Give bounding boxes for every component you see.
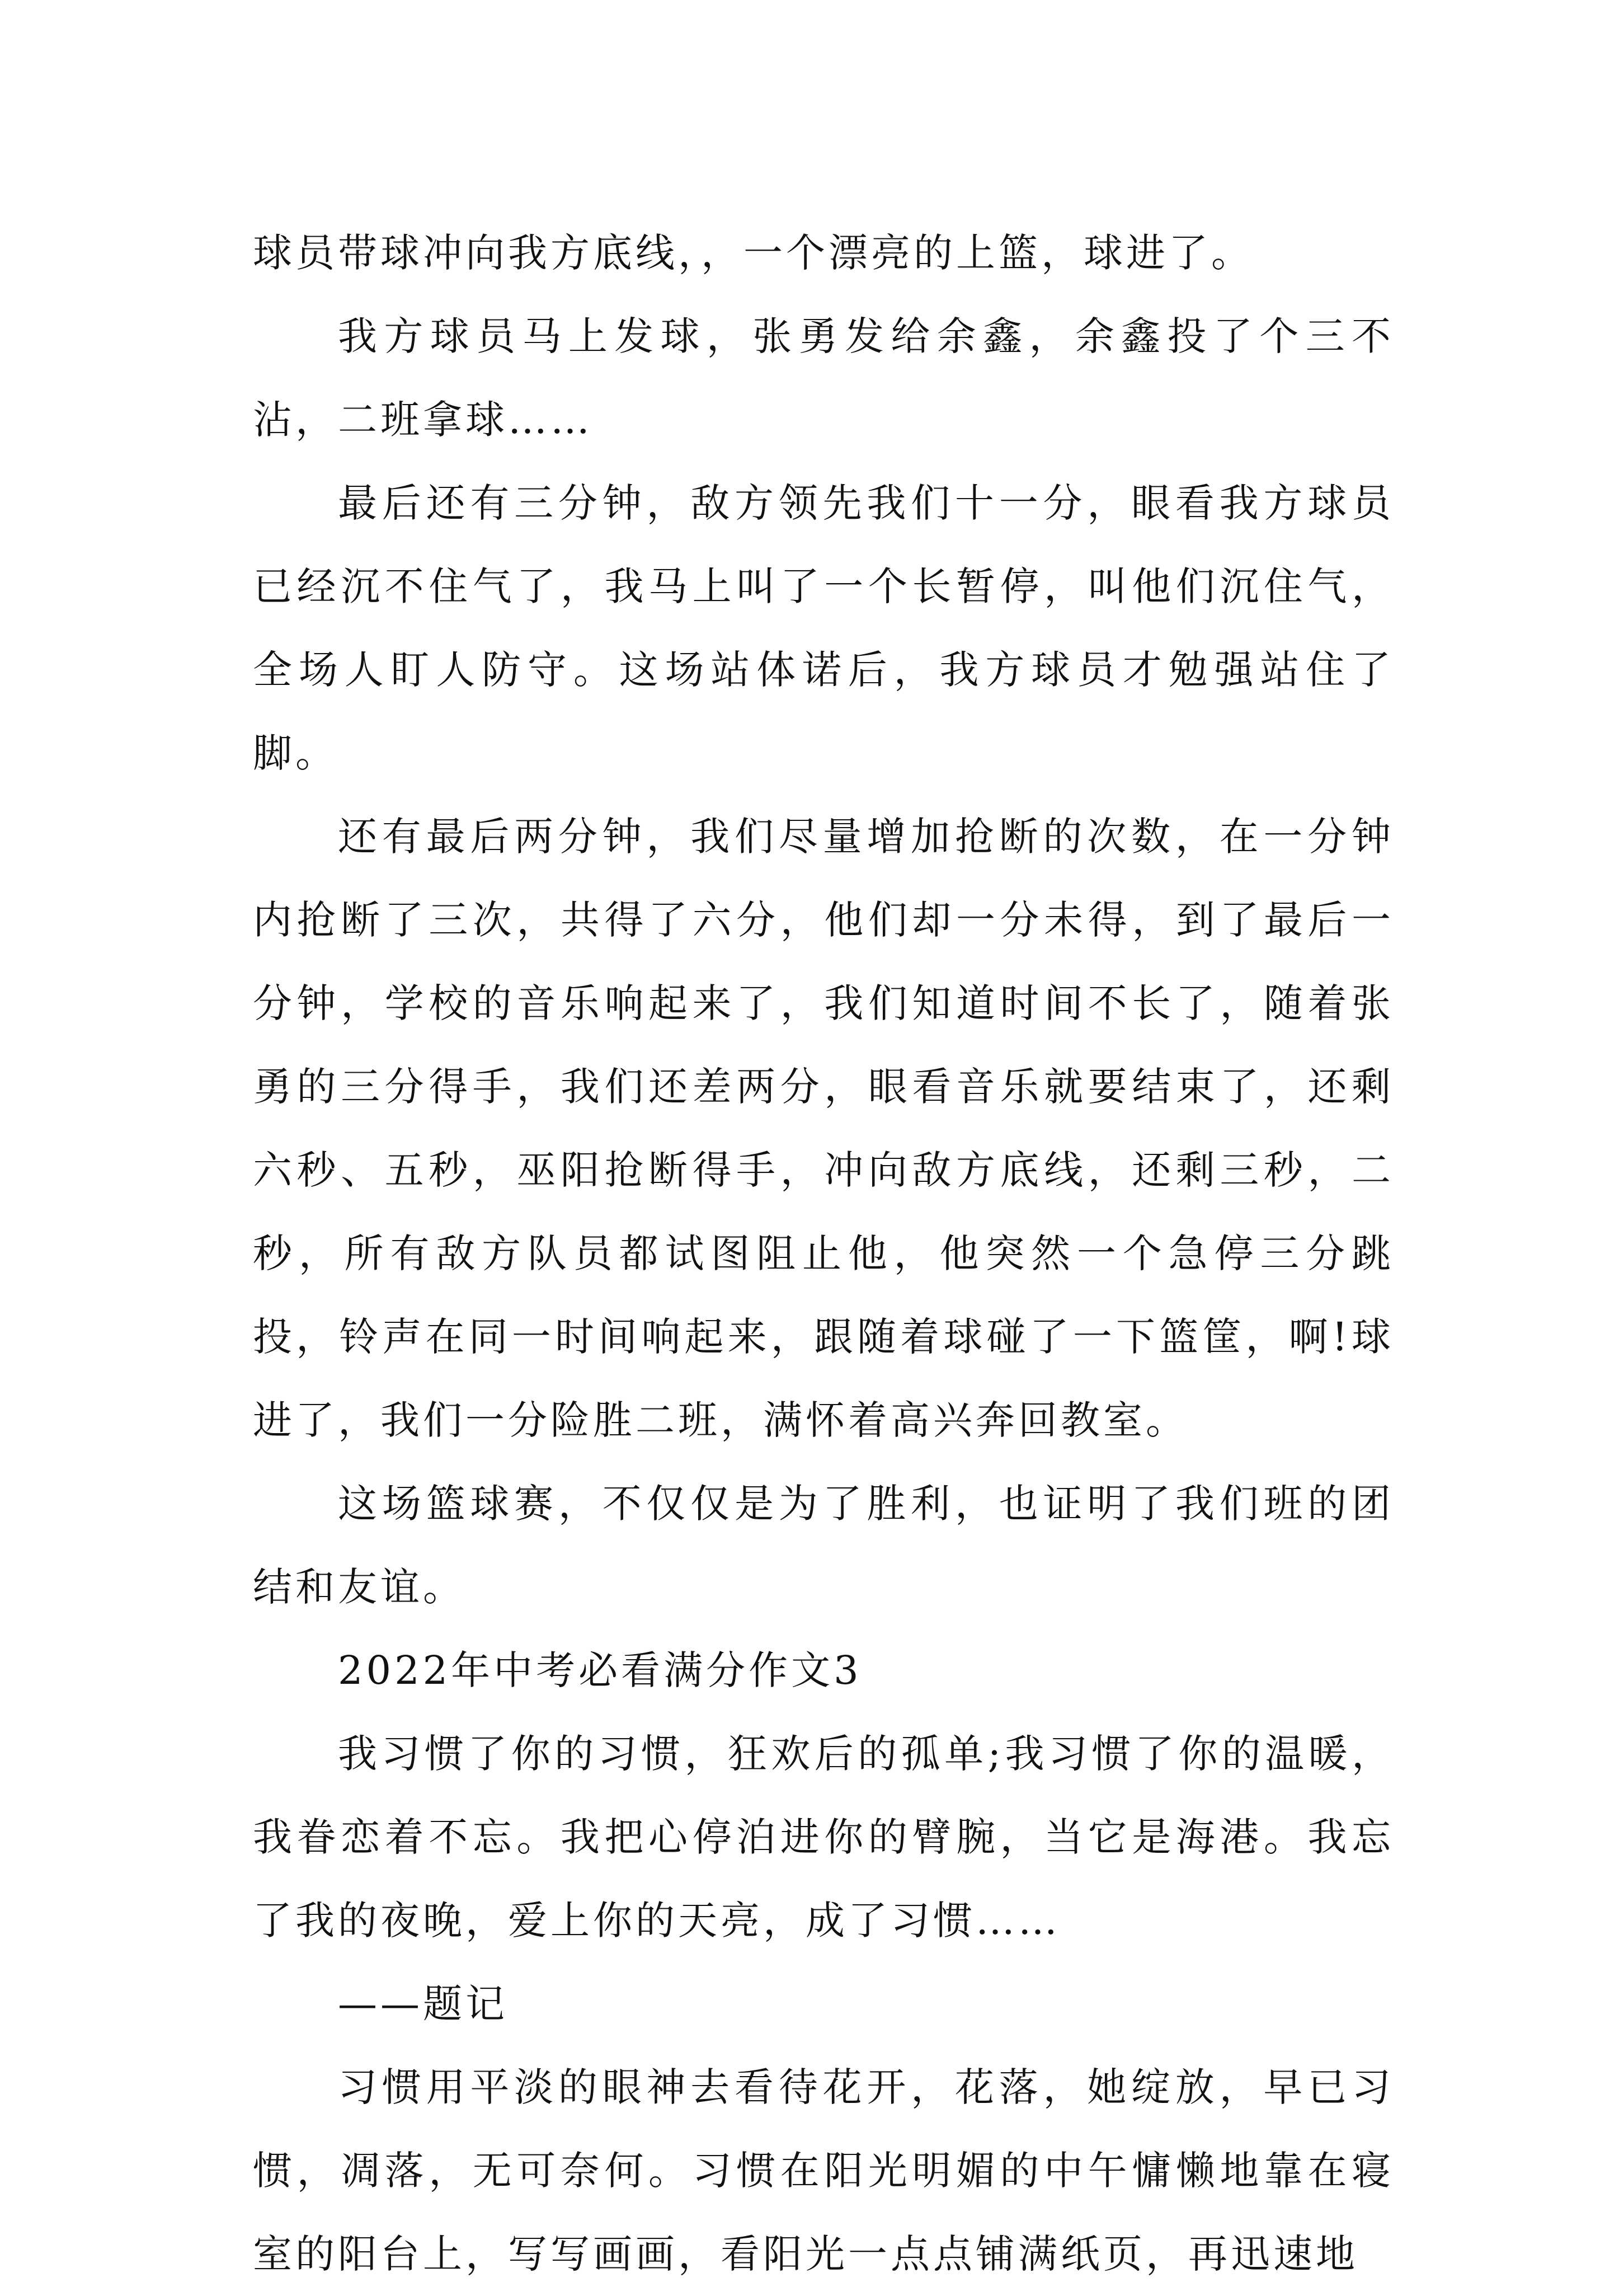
document-body xyxy=(253,212,1394,2296)
essay-heading: 2022年中考必看满分作文3 xyxy=(338,1647,862,1693)
paragraph-5: 这场篮球赛，不仅仅是为了胜利，也证明了我们班的团结和友谊。 xyxy=(253,1481,1394,1610)
paragraph-9: 习惯用平淡的眼神去看待花开，花落，她绽放，早已习惯，凋落，无可奈何。习惯在阳光明媚的中午慵懒地靠在寝室的阳台上，写写画画，看阳光一点点铺满纸页，再迅速地 xyxy=(253,2064,1394,2277)
paragraph-3: 最后还有三分钟，敌方领先我们十一分，眼看我方球员已经沉不住气了，我马上叫了一个长暂停，叫他们沉住气，全场人盯人防守。这场站体诺后，我方球员才勉强站住了脚。 xyxy=(253,480,1394,776)
paragraph-epigraph: 我习惯了你的习惯，狂欢后的孤单;我习惯了你的温暖，我眷恋着不忘。我把心停泊进你的臂腕，当它是海港。我忘了我的夜晚，爱上你的天亮，成了习惯…… xyxy=(253,1731,1394,1943)
paragraph-4: 还有最后两分钟，我们尽量增加抢断的次数，在一分钟内抢断了三次，共得了六分，他们却一分未得，到了最后一分钟，学校的音乐响起来了，我们知道时间不长了，随着张勇的三分得手，我们还差两分，眼看音乐就要结束了，还剩六秒、五秒，巫阳抢断得手，冲向敌方底线，还剩三秒，二秒，所有敌方队员都试图阻止他，他突然一个急停三分跳投，铃声在同一时间响起来，跟随着球碰了一下篮筐，啊!球进了，我们一分险胜二班，满怀着高兴奔回教室。 xyxy=(253,814,1394,1443)
paragraph-2: 我方球员马上发球，张勇发给余鑫，余鑫投了个三不沾，二班拿球…… xyxy=(253,313,1394,443)
paragraph-1: 球员带球冲向我方底线，，一个漂亮的上篮，球进了。 xyxy=(253,230,1254,276)
epigraph-attribution: ——题记 xyxy=(338,1981,508,2027)
